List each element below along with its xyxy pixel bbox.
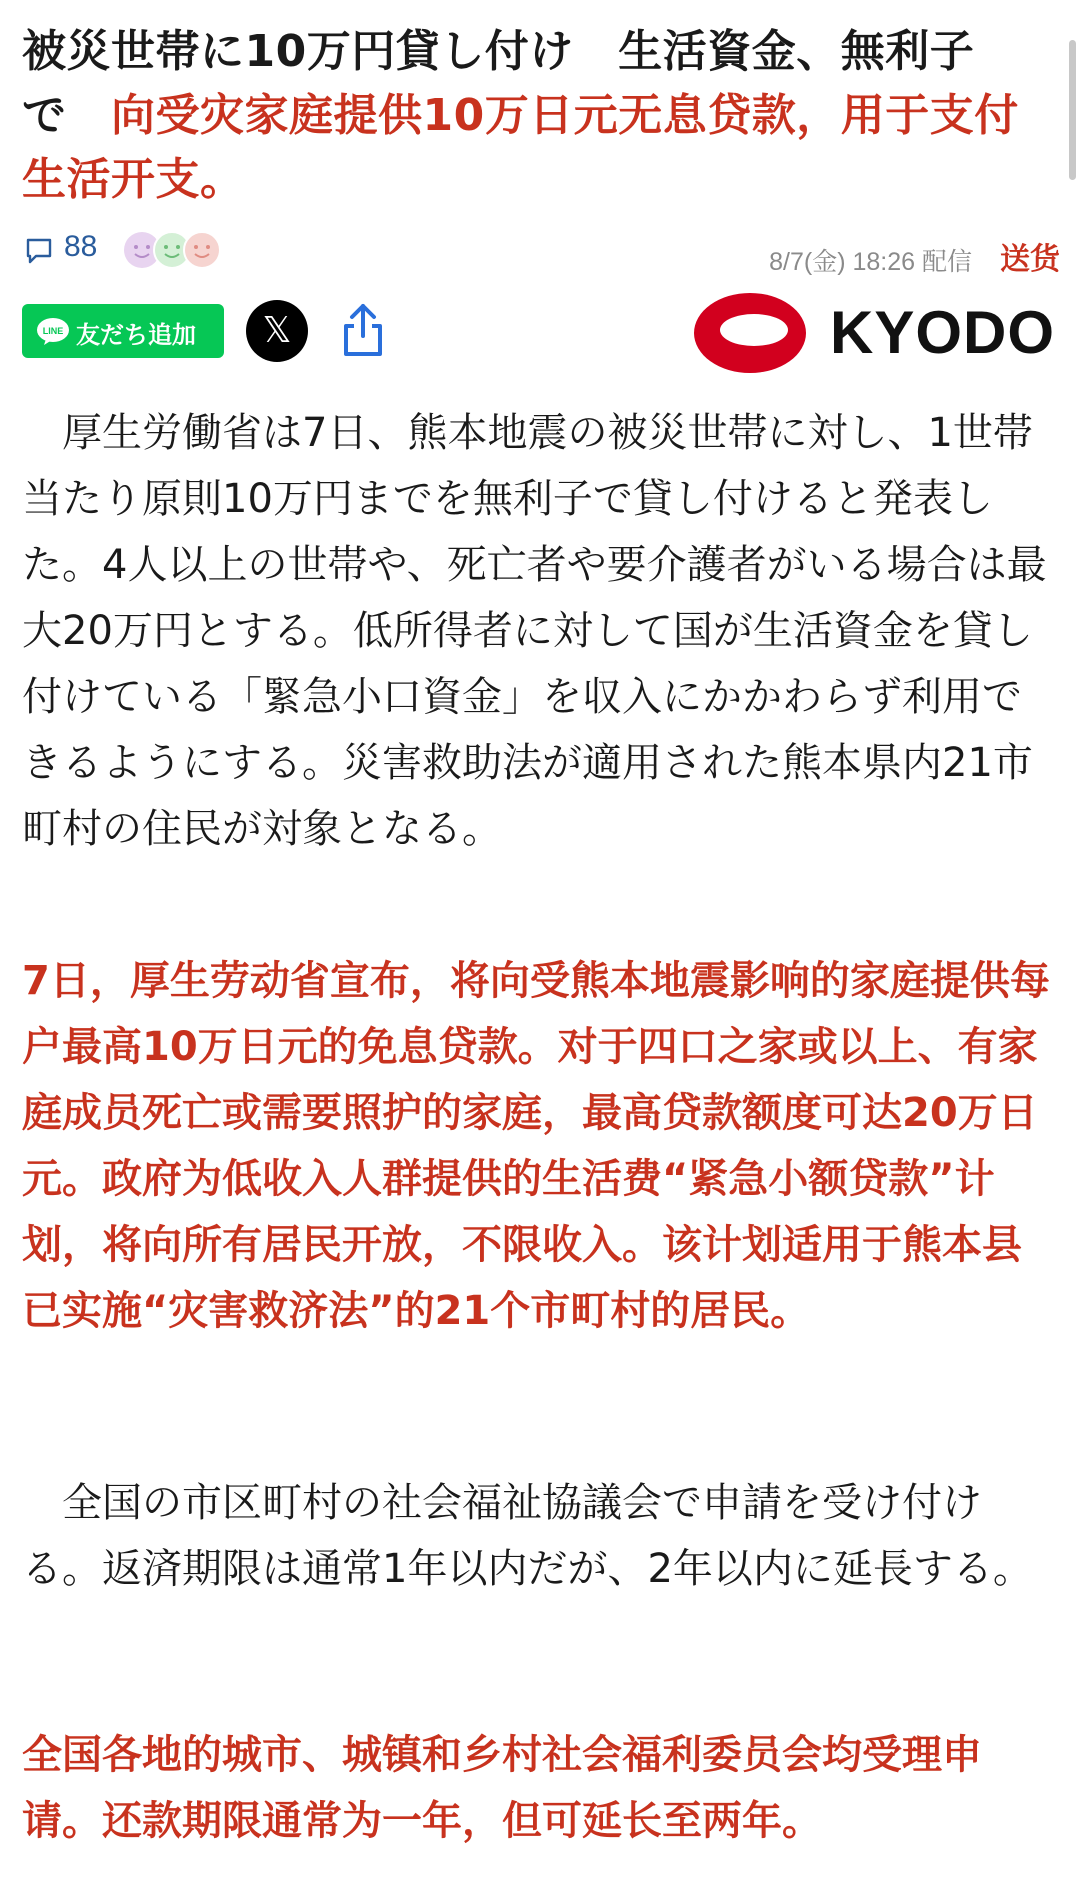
- share-icon[interactable]: [340, 302, 386, 358]
- kyodo-logo: [690, 288, 1062, 378]
- article-paragraph-japanese: 厚生労働省は7日、熊本地震の被災世帯に対し、1世帯当たり原則10万円までを無利子で貸し付けると発表した。4人以上の世帯や、死亡者や要介護者がいる場合は最大20万円とする。低所得者に対して国が生活資金を貸し付けている「緊急小口資金」を収入にかかわらず利用できるようにする。災害救助法が適用された熊本県内21市町村の住民が対象となる。: [22, 410, 1047, 852]
- headline-japanese: 被災世帯に10万円貸し付け 生活資金、無利子で: [22, 26, 975, 141]
- publish-timestamp: 8/7(金) 18:26 配信: [769, 248, 972, 276]
- scrollbar[interactable]: [1069, 40, 1076, 180]
- article-headline: [22, 20, 1052, 212]
- x-logo-icon: 𝕏: [262, 310, 292, 351]
- kyodo-logo-text: KYODO: [830, 299, 1056, 366]
- comment-count[interactable]: 88: [64, 230, 98, 263]
- delivery-translation: 送货: [1000, 242, 1060, 277]
- line-logo-icon: [36, 317, 70, 345]
- line-add-friend-button[interactable]: [22, 304, 224, 358]
- share-row: [22, 300, 1062, 380]
- x-share-button[interactable]: [246, 300, 308, 362]
- reaction-smile-pink-icon: [182, 230, 222, 270]
- line-button-label: 友だち追加: [76, 321, 196, 349]
- article-paragraph-japanese: 全国の市区町村の社会福祉協議会で申請を受け付ける。返済期限は通常1年以内だが、2年以内に延長する。: [22, 1480, 1033, 1592]
- kyodo-logo-mark: [690, 288, 810, 378]
- reaction-icons[interactable]: [122, 230, 242, 274]
- comment-icon[interactable]: [24, 236, 54, 266]
- article-paragraph-chinese-translation: 7日，厚生劳动省宣布，将向受熊本地震影响的家庭提供每户最高10万日元的免息贷款。对于四口之家或以上、有家庭成员死亡或需要照护的家庭，最高贷款额度可达20万日元。政府为低收入人群提供的生活费“紧急小额贷款”计划，将向所有居民开放，不限收入。该计划适用于熊本县已实施“灾害救济法”的21个市町村的居民。: [22, 958, 1050, 1334]
- headline-chinese-translation: 向受灾家庭提供10万日元无息贷款，用于支付生活开支。: [22, 90, 1019, 205]
- line-badge-text: LINE: [42, 326, 64, 336]
- article-meta: [22, 228, 1062, 278]
- article-paragraph-chinese-translation: 全国各地的城市、城镇和乡村社会福利委员会均受理申请。还款期限通常为一年，但可延长至两年。: [22, 1732, 982, 1844]
